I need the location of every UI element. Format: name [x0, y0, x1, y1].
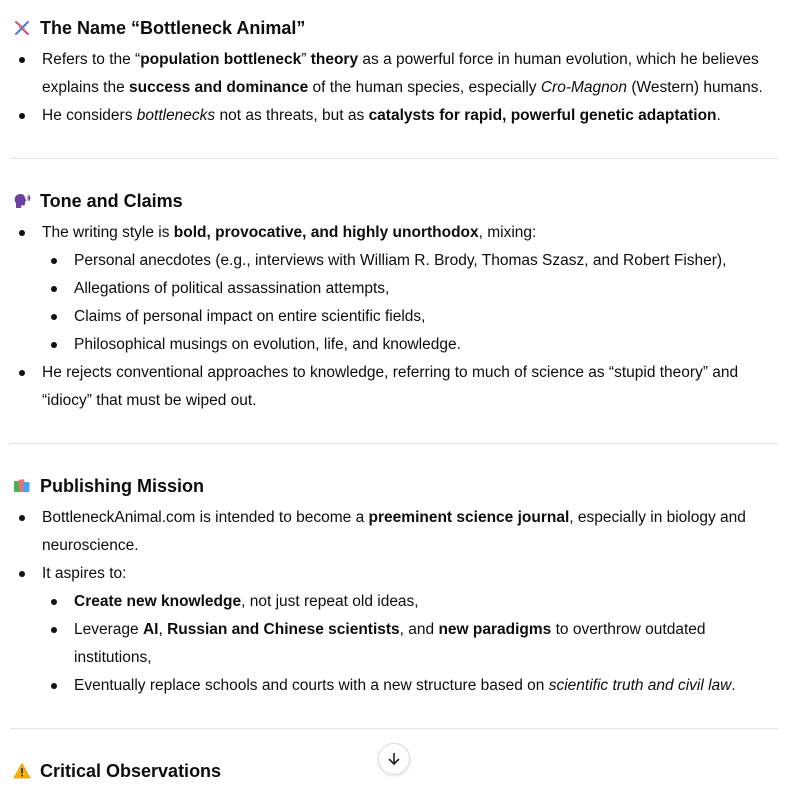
divider — [10, 443, 778, 444]
italic-text: Cro-Magnon — [540, 79, 628, 96]
section-bottleneck-name — [12, 14, 782, 130]
section-heading — [12, 187, 782, 215]
bold-text: Russian and Chinese scientists — [167, 621, 400, 638]
text-run: , — [158, 621, 168, 638]
text-run: Claims of personal impact on entire scientific fields, — [74, 308, 426, 325]
text-run: not as threats, but as — [215, 107, 369, 124]
sub-list-item — [42, 303, 782, 331]
list-item — [12, 46, 782, 102]
text-run: (Western) humans. — [627, 79, 763, 96]
bold-text: Create new knowledge — [74, 593, 242, 610]
dna-icon — [12, 18, 32, 38]
text-run: . — [731, 677, 736, 694]
text-run: , not just repeat old ideas, — [241, 593, 419, 610]
bold-text: catalysts for rapid, powerful genetic adaptation — [368, 107, 717, 124]
sub-list — [42, 588, 782, 700]
sub-list-item — [42, 247, 782, 275]
text-run: It aspires to: — [42, 565, 127, 582]
text-run: Philosophical musings on evolution, life, and knowledge. — [74, 336, 461, 353]
bullet-list — [12, 219, 782, 415]
section-heading — [12, 472, 782, 500]
warning-icon — [12, 761, 32, 781]
scroll-to-bottom-button[interactable] — [378, 743, 410, 775]
sub-list-item — [42, 588, 782, 616]
bold-text: bold, provocative, and highly unorthodox — [173, 224, 479, 241]
sub-list-item — [42, 616, 782, 672]
text-run: of the human species, especially — [308, 79, 541, 96]
sub-list-item — [42, 275, 782, 303]
bold-text: new paradigms — [438, 621, 552, 638]
list-item — [12, 359, 782, 415]
section-heading — [12, 14, 782, 42]
text-run: Leverage — [74, 621, 143, 638]
text-run: BottleneckAnimal.com is intended to become a — [42, 509, 369, 526]
list-item — [12, 102, 782, 130]
text-run: . — [716, 107, 721, 124]
italic-text: bottlenecks — [136, 107, 216, 124]
bold-text: theory — [310, 51, 359, 68]
bold-text: preeminent science journal — [368, 509, 570, 526]
text-run: , especially in biology and neuroscience. — [42, 509, 746, 554]
text-run: Refers to the “ — [42, 51, 141, 68]
bold-text: population bottleneck — [140, 51, 302, 68]
arrow-down-icon — [386, 751, 402, 767]
section-publishing-mission — [12, 472, 782, 700]
heading-text: Publishing Mission — [40, 475, 205, 496]
divider — [10, 158, 778, 159]
sub-list — [42, 247, 782, 359]
text-run: , mixing: — [478, 224, 537, 241]
bullet-list — [12, 504, 782, 700]
text-run: Allegations of political assassination attempts, — [74, 280, 390, 297]
text-run: Eventually replace schools and courts with a new structure based on — [74, 677, 549, 694]
list-item — [12, 504, 782, 560]
speaking-head-icon — [12, 191, 32, 211]
sub-list-item — [42, 331, 782, 359]
text-run: The writing style is — [42, 224, 174, 241]
books-icon — [12, 476, 32, 496]
bold-text: AI — [142, 621, 159, 638]
section-tone-claims — [12, 187, 782, 415]
text-run: to overthrow outdated institutions, — [74, 621, 706, 666]
sub-list-item — [42, 672, 782, 700]
heading-text: The Name “Bottleneck Animal” — [40, 17, 306, 38]
heading-text: Critical Observations — [40, 760, 222, 781]
text-run: as a powerful force in human evolution, which he believes explains the — [42, 51, 759, 96]
text-run: Personal anecdotes (e.g., interviews with William R. Brody, Thomas Szasz, and Robert Fisher), — [74, 252, 727, 269]
bullet-list — [12, 46, 782, 130]
italic-text: scientific truth and civil law — [548, 677, 732, 694]
heading-text: Tone and Claims — [40, 190, 183, 211]
list-item — [12, 219, 782, 359]
text-run: , and — [399, 621, 439, 638]
text-run: He considers — [42, 107, 137, 124]
text-run: He rejects conventional approaches to knowledge, referring to much of science as “stupid theory” and “idiocy” that must be wiped out. — [42, 364, 739, 409]
list-item — [12, 560, 782, 700]
divider — [10, 728, 778, 729]
text-run: ” — [301, 51, 311, 68]
bold-text: success and dominance — [129, 79, 309, 96]
